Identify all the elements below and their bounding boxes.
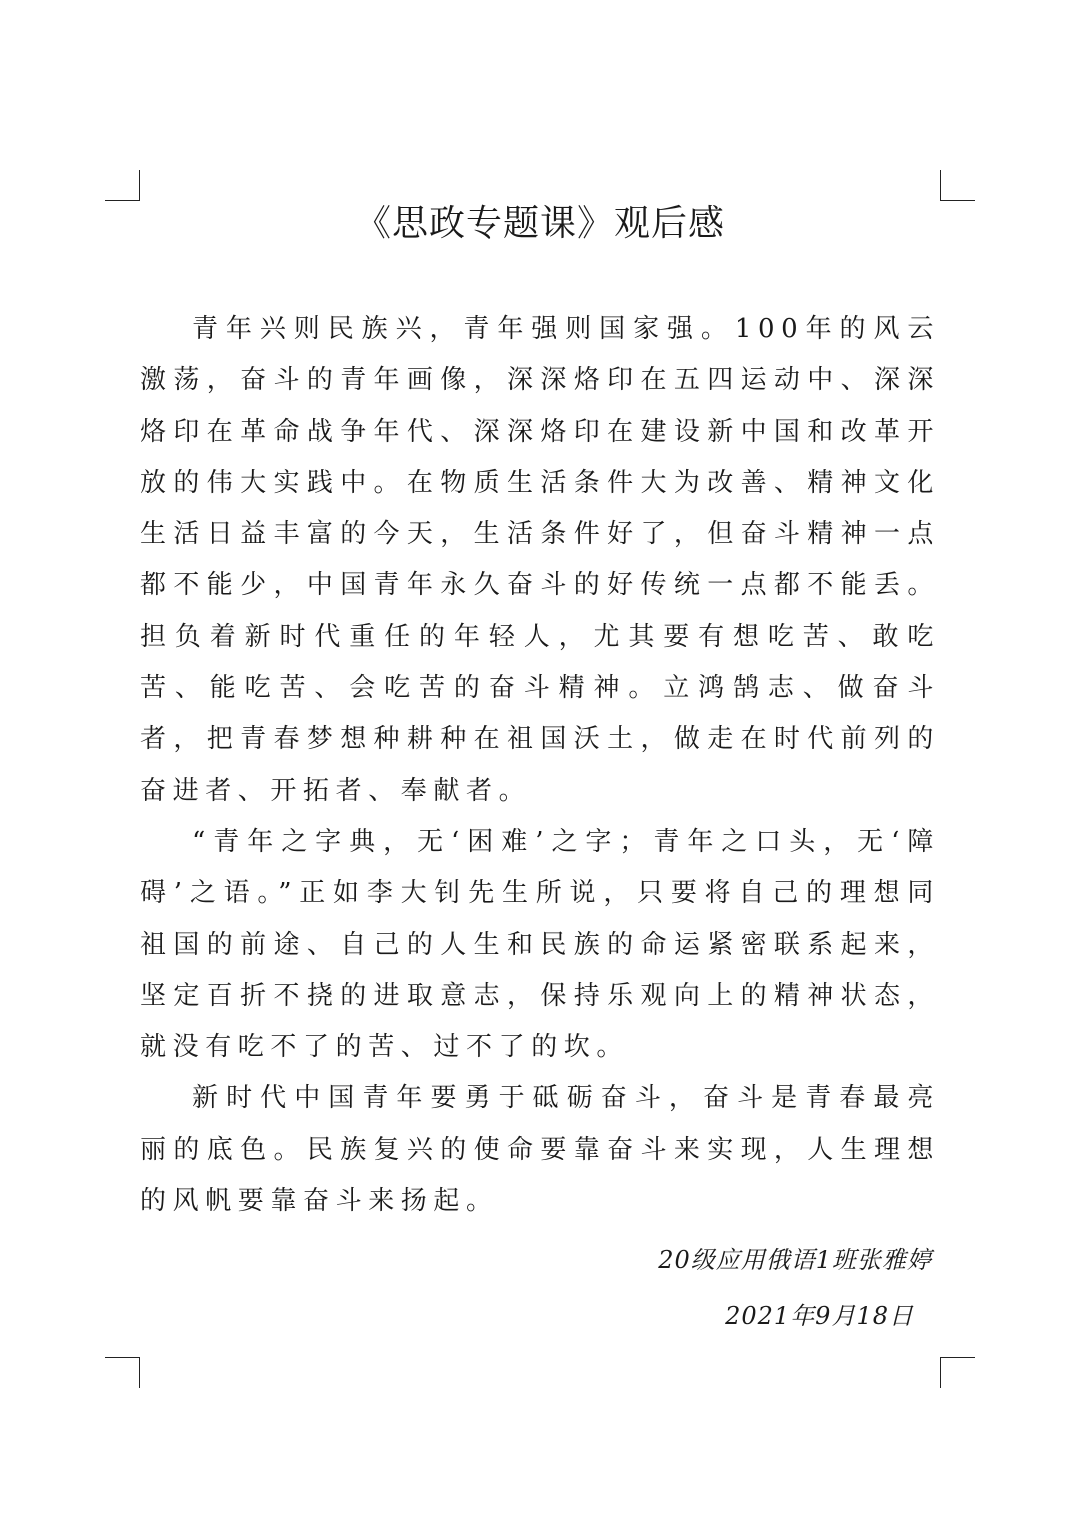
document-title: 《思政专题课》观后感 bbox=[354, 203, 725, 244]
signature-author: 20级应用俄语1班张雅婷 bbox=[658, 1246, 932, 1274]
paragraph-3: 新时代中国青年要勇于砥砺奋斗，奋斗是青春最亮丽的底色。民族复兴的使命要靠奋斗来实现，人生理想的风帆要靠奋斗来扬起。 bbox=[140, 1083, 940, 1217]
document-body bbox=[140, 304, 940, 1227]
crop-mark-top-left bbox=[105, 170, 140, 201]
paragraph-2: “青年之字典，无‘困难’之字；青年之口头，无‘障碍’之语。”正如李大钊先生所说，只要将自己的理想同祖国的前途、自己的人生和民族的命运紧密联系起来，坚定百折不挠的进取意志，保持乐观向上的精神状态，就没有吃不了的苦、过不了的坎。 bbox=[140, 826, 940, 1063]
signature-date: 2021年9月18日 bbox=[725, 1302, 914, 1330]
paragraph-1: 青年兴则民族兴，青年强则国家强。100年的风云激荡，奋斗的青年画像，深深烙印在五四运动中、深深烙印在革命战争年代、深深烙印在建设新中国和改革开放的伟大实践中。在物质生活条件大为改善、精神文化生活日益丰富的今天，生活条件好了，但奋斗精神一点都不能少，中国青年永久奋斗的好传统一点都不能丢。担负着新时代重任的年轻人，尤其要有想吃苦、敢吃苦、能吃苦、会吃苦的奋斗精神。立鸿鹄志、做奋斗者，把青春梦想种耕种在祖国沃土，做走在时代前列的奋进者、开拓者、奉献者。 bbox=[140, 314, 940, 806]
crop-mark-top-right bbox=[940, 170, 975, 201]
crop-mark-bottom-right bbox=[940, 1357, 975, 1388]
signature-block bbox=[658, 1232, 932, 1344]
crop-mark-bottom-left bbox=[105, 1357, 140, 1388]
